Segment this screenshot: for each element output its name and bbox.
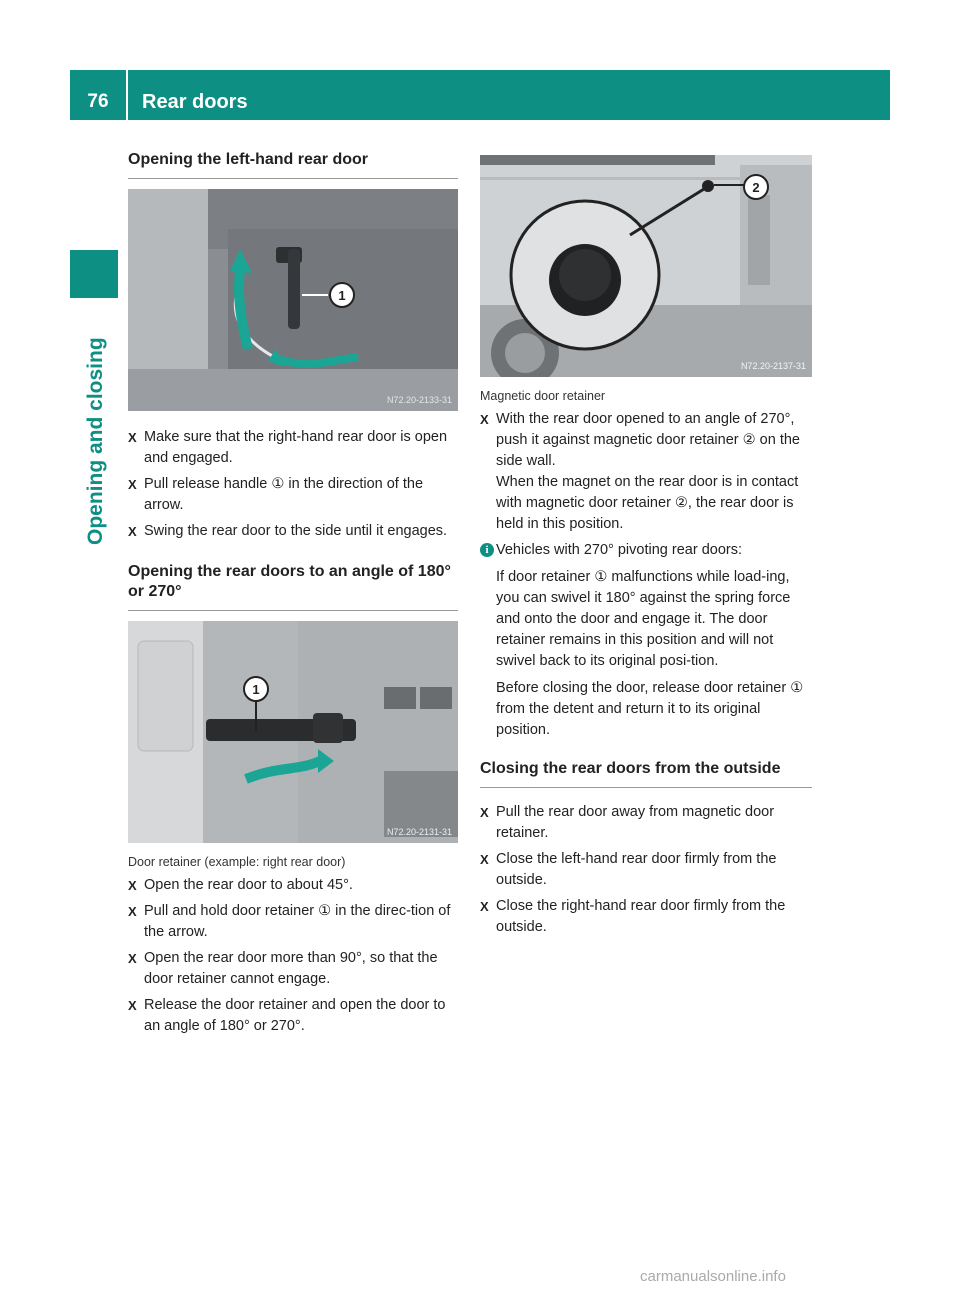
figure-release-handle [128,189,458,411]
figure-code-3: N72.20-2137-31 [740,361,806,371]
section-heading-door-angle: Opening the rear doors to an angle of 180° or 270° [128,562,458,611]
list-item: X Close the left-hand rear door firmly from the outside. [480,851,777,888]
list-item: X Release the door retainer and open the door to an angle of 180° or 270°. [128,997,446,1034]
page-title: Rear doors [142,91,248,113]
steps-left-door [128,427,458,542]
arrow-bullet-icon: X [128,477,137,492]
info-paragraph: If door retainer ① malfunctions while load-ing, you can swivel it 180° against the spring force and onto the door and engage it. The door retainer remains in this position and will not swivel back to its original posi-tion. [496,569,791,669]
right-column [480,155,812,943]
info-title: Vehicles with 270° pivoting rear doors: [496,542,742,558]
info-note [480,540,812,741]
list-item: X Open the rear door to about 45°. [128,875,458,896]
list-item: X Open the rear door more than 90°, so that the door retainer cannot engage. [128,950,438,987]
steps-magnetic [480,409,812,535]
figure-door-retainer [128,621,458,843]
left-column [128,150,458,1042]
callout-1-label: 1 [338,288,346,303]
figure-code-1: N72.20-2133-31 [386,395,452,405]
arrow-bullet-icon: X [480,412,489,427]
header-divider [126,70,128,120]
list-item: X With the rear door opened to an angle of 270°, push it against magnetic door retainer ② on the side wall. When the magnet on the rear door is in contact with magnetic door retainer ②, the rear door is held in this position. [480,411,800,532]
arrow-bullet-icon: X [480,805,489,820]
list-item: X Pull the rear door away from magnetic door retainer. [480,804,775,841]
arrow-bullet-icon: X [480,899,489,914]
arrow-bullet-icon: X [480,852,489,867]
info-paragraph: Before closing the door, release door retainer ① from the detent and return it to its original position. [496,680,804,738]
arrow-bullet-icon: X [128,524,137,539]
page-header [70,70,890,120]
figure-code-2: N72.20-2131-31 [386,827,452,837]
arrow-bullet-icon: X [128,998,137,1013]
list-item: X Pull release handle ① in the direction of the arrow. [128,476,424,513]
figure-caption-retainer: Door retainer (example: right rear door) [128,855,346,869]
callout-2-label: 2 [752,180,760,195]
arrow-bullet-icon: X [128,430,137,445]
section-heading-closing: Closing the rear doors from the outside [480,759,812,788]
sidebar-tab-marker [70,250,118,298]
arrow-bullet-icon: X [128,904,137,919]
list-item: X Pull and hold door retainer ① in the direc-tion of the arrow. [128,903,451,940]
section-heading-left-door: Opening the left-hand rear door [128,150,458,179]
page-number: 76 [87,91,109,112]
arrow-bullet-icon: X [128,951,137,966]
info-icon: i [480,543,494,557]
arrow-bullet-icon: X [128,878,137,893]
list-item: X Swing the rear door to the side until it engages. [128,521,458,542]
callout-1-label: 1 [252,682,260,697]
list-item: X Close the right-hand rear door firmly from the outside. [480,898,786,935]
watermark: carmanualsonline.info [640,1268,786,1285]
sidebar-chapter-label: Opening and closing [84,337,107,545]
steps-door-angle [128,875,458,1037]
list-item: X Make sure that the right-hand rear door is open and engaged. [128,429,448,466]
figure-caption-magnetic: Magnetic door retainer [480,389,606,403]
steps-closing [480,802,812,938]
figure-magnetic-retainer [480,155,812,377]
